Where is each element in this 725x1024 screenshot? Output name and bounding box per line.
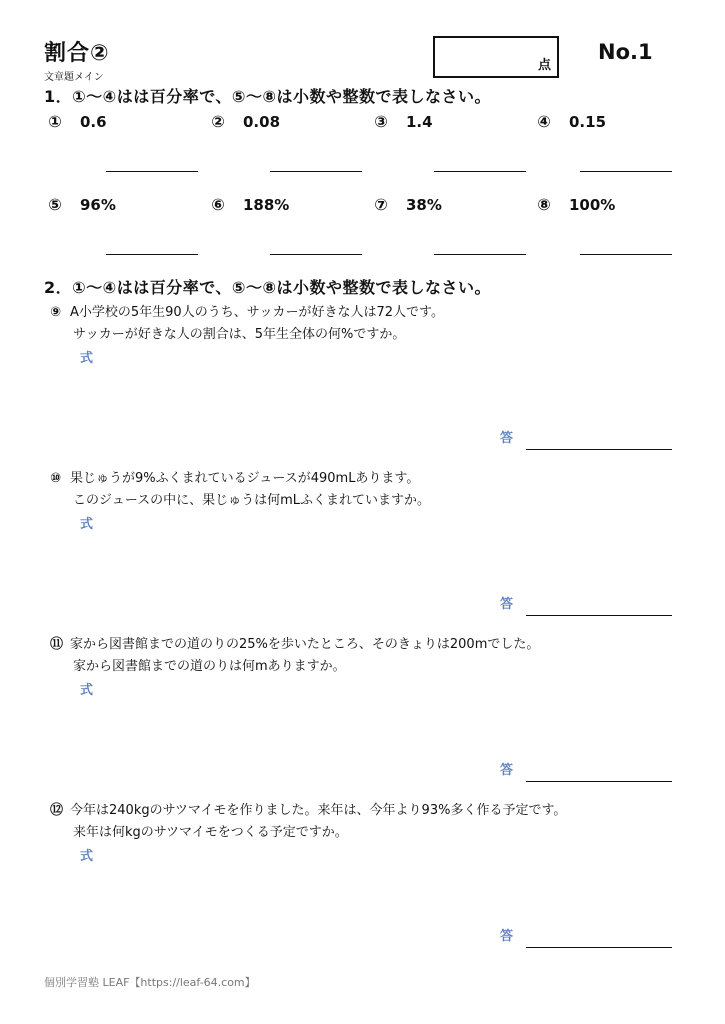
item-5: [44, 195, 116, 214]
item-value: 0.6: [80, 112, 107, 131]
item-value: 1.4: [406, 112, 433, 131]
answer-label: 答: [500, 929, 514, 944]
item-mark: ⑧: [537, 195, 551, 214]
item-4: [533, 112, 606, 131]
answer-line-12[interactable]: [526, 947, 672, 948]
problem-12: [50, 800, 566, 844]
item-mark: ⑤: [48, 195, 62, 214]
worksheet-number: No.1: [598, 40, 653, 64]
answer-line-1[interactable]: [106, 171, 198, 172]
item-mark: ④: [537, 112, 551, 131]
problem-mark: ⑪: [50, 637, 64, 652]
formula-label: 式: [80, 517, 94, 532]
answer-line-2[interactable]: [270, 171, 362, 172]
problem-text-line1: 果じゅうが9%ふくまれているジュースが490mLあります。: [70, 471, 420, 486]
score-unit: 点: [537, 58, 551, 73]
answer-line-5[interactable]: [106, 254, 198, 255]
answer-line-8[interactable]: [580, 254, 672, 255]
problem-text-line2: このジュースの中に、果じゅうは何mLふくまれていますか。: [73, 493, 430, 508]
problem-mark: ⑫: [50, 803, 64, 818]
answer-line-6[interactable]: [270, 254, 362, 255]
item-value: 96%: [80, 195, 116, 214]
problem-text-line2: 家から図書館までの道のりは何mありますか。: [73, 659, 346, 674]
item-value: 100%: [569, 195, 616, 214]
formula-label: 式: [80, 351, 94, 366]
problem-11: [50, 634, 539, 678]
section1-heading: 1．①～④はは百分率で、⑤～⑧は小数や整数で表しなさい。: [44, 87, 492, 106]
item-mark: ①: [48, 112, 62, 131]
answer-label: 答: [500, 431, 514, 446]
item-7: [370, 195, 442, 214]
answer-line-4[interactable]: [580, 171, 672, 172]
answer-line-10[interactable]: [526, 615, 672, 616]
problem-text-line1: 今年は240kgのサツマイモを作りました。来年は、今年より93%多く作る予定です。: [70, 803, 567, 818]
problem-mark: ⑨: [50, 305, 62, 320]
problem-text-line2: 来年は何kgのサツマイモをつくる予定ですか。: [73, 825, 348, 840]
item-mark: ⑥: [211, 195, 225, 214]
answer-line-11[interactable]: [526, 781, 672, 782]
footer-credit: 個別学習塾 LEAF【https://leaf-64.com】: [44, 976, 256, 989]
problem-text-line1: 家から図書館までの道のりの25%を歩いたところ、そのきょりは200mでした。: [70, 637, 540, 652]
worksheet-subtitle: 文章題メイン: [44, 72, 104, 83]
item-value: 38%: [406, 195, 442, 214]
answer-label: 答: [500, 597, 514, 612]
section2-heading: 2．①～④はは百分率で、⑤～⑧は小数や整数で表しなさい。: [44, 278, 492, 297]
worksheet-title: 割合②: [44, 41, 110, 66]
item-mark: ②: [211, 112, 225, 131]
answer-line-7[interactable]: [434, 254, 526, 255]
problem-10: [50, 468, 430, 512]
problem-mark: ⑩: [50, 471, 62, 486]
item-value: 0.08: [243, 112, 281, 131]
item-mark: ③: [374, 112, 388, 131]
item-mark: ⑦: [374, 195, 388, 214]
formula-label: 式: [80, 683, 94, 698]
problem-text-line1: A小学校の5年生90人のうち、サッカーが好きな人は72人です。: [70, 305, 444, 320]
formula-label: 式: [80, 849, 94, 864]
score-box[interactable]: [433, 36, 559, 78]
answer-label: 答: [500, 763, 514, 778]
item-8: [533, 195, 615, 214]
item-value: 0.15: [569, 112, 607, 131]
item-2: [207, 112, 280, 131]
answer-line-3[interactable]: [434, 171, 526, 172]
item-6: [207, 195, 289, 214]
answer-line-9[interactable]: [526, 449, 672, 450]
problem-9: [50, 302, 444, 346]
item-value: 188%: [243, 195, 290, 214]
item-3: [370, 112, 433, 131]
item-1: [44, 112, 107, 131]
problem-text-line2: サッカーが好きな人の割合は、5年生全体の何%ですか。: [73, 327, 406, 342]
